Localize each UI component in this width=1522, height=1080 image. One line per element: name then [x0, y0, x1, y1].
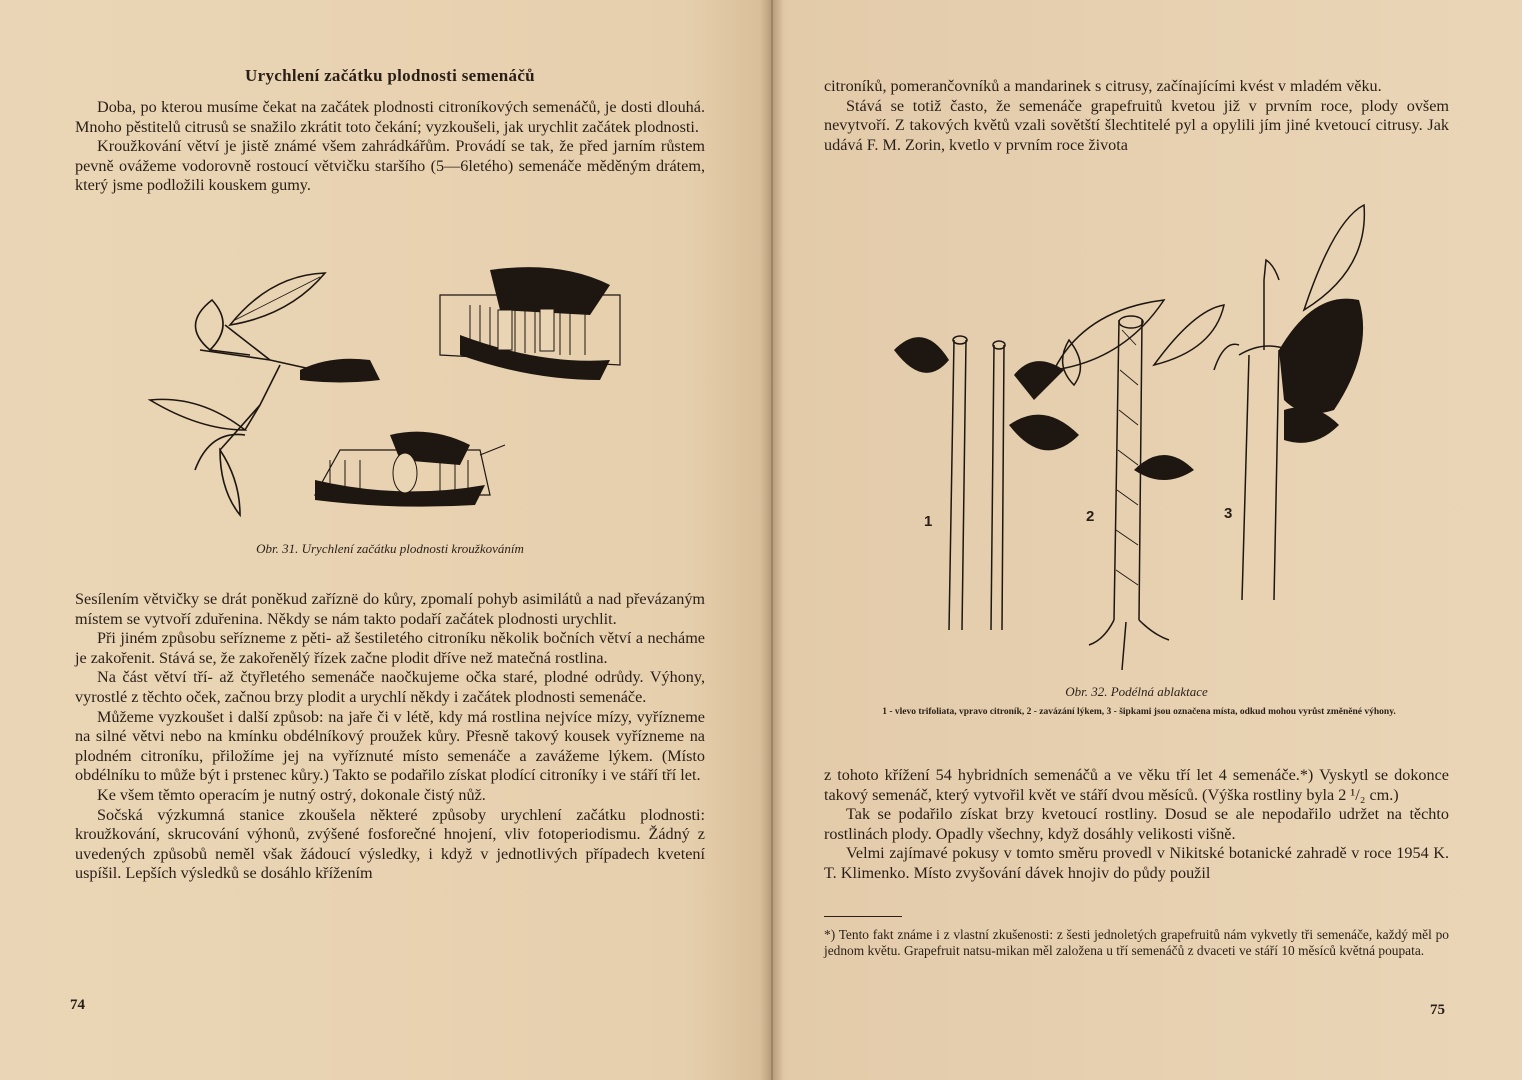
ablactation-illustration: [894, 200, 1514, 680]
paragraph: Tak se podařilo získat brzy kvetoucí rostliny. Dosud se ale nepodařilo udržet na těchto rostlinách plody. Opadly všechny, když dosáhly velikosti višně.: [824, 805, 1449, 843]
girdling-illustration: [140, 255, 630, 530]
paragraph: Sočská výzkumná stanice zkoušela některé způsoby urychlení začátku plodnosti: kroužkování, skrucování výhonů, zvýšené fosforečné hnojení, vliv fotoperiodismu. Žádný z uvedených způsobů neměl však žádoucí výsledky, i když v jednotlivých případech kvetení uspíšil. Lepších výsledků se dosáhlo křížením: [75, 805, 705, 883]
section-heading: Urychlení začátku plodnosti semenáčů: [245, 66, 535, 85]
paragraph: Na část větví tří- až čtyřletého semenáče naočkujeme očka staré, plodné odrůdy. Výhony, vyrostlé z těchto oček, začnou brzy plodit a urychlí někdy i začátek plodnosti semenáče.: [75, 668, 705, 706]
book-gutter: [760, 0, 784, 1080]
bottom-text: [824, 766, 1449, 884]
right-page: [784, 0, 1522, 1080]
paragraph: Kroužkování větví je jistě známé všem zahrádkářům. Provádí se tak, že před jarním růstem pevně ovážeme vodorovně rostoucí větvičku staršího (5—6letého) semenáče měděným drátem, který jsme podložili kouskem gumy.: [75, 137, 705, 195]
paragraph: citroníků, pomerančovníků a mandarinek s citrusy, začínajícími kvést v mladém věku.: [824, 77, 1382, 95]
top-text: [824, 77, 1449, 155]
paragraph: Sesílením větvičky se drát poněkud zaříznë do kůry, zpomalí pohyb asimilátů a nad převázaným místem se vytvoří zduřenina. Někdy se nám takto podaří začátek plodnosti urychlit.: [75, 590, 705, 628]
paragraph: z tohoto křížení 54 hybridních semenáčů a ve věku tří let 4 semenáče.*) Vyskytl se dokonce takový semenáč, který vytvořil květ ve stáří dvou měsíců. (Výška rostliny byla 2 ¹/₂ cm.): [824, 766, 1449, 804]
figure-label-1: 1: [924, 513, 933, 530]
paragraph: Ke všem těmto operacím je nutný ostrý, dokonale čistý nůž.: [97, 785, 486, 804]
intro-text: [75, 98, 705, 196]
figure-subcaption: 1 - vlevo trifoliata, vpravo citroník, 2 - zavázání lýkem, 3 - šipkami jsou označena místa, odkud mohou vyrůst změněné výhony.: [882, 707, 1396, 717]
paragraph: Velmi zajímavé pokusy v tomto směru provedl v Nikitské botanické zahradě v roce 1954 K. T. Klimenko. Místo zvyšování dávek hnojiv do půdy použil: [824, 844, 1449, 882]
footnote-rule: [824, 916, 902, 917]
footnote: *) Tento fakt známe i z vlastní zkušenosti: z šesti jednoletých grapefruitů nám vykvetly tři semenáče, každý měl po jednom květu. Grapefruit natsu-mikan měl založena u tří semenáčů z dvaceti ve stáří 10 měsíců květná poupata.: [824, 927, 1449, 958]
paragraph: Při jiném způsobu seřízneme z pěti- až šestiletého citroníku několik bočních větví a necháme je zakořenit. Stává se, že zakořenělý řízek začne plodit dříve než matečná rostlina.: [75, 629, 705, 667]
paragraph: Můžeme vyzkoušet i další způsob: na jaře či v létě, kdy má rostlina nejvíce mízy, vyřízneme na silné větvi nebo na kmínku obdélníkový proužek kůry. Přesně takový kousek vyřízneme na plodném citroníku, přiložíme jej na vyříznuté místo semenáče a zavážeme lýkem. (Místo obdélníku to může být i prstenec kůry.) Takto se podařilo získat plodící citroníky i ve stáří tří let.: [75, 707, 705, 785]
paragraph: Stává se totiž často, že semenáče grapefruitů kvetou již v prvním roce, plody ovšem nevytvoří. Z takových květů vzali sovětští šlechtitelé pyl a opylili jím jiné kvetoucí citrusy. Jak udává F. M. Zorin, kvetlo v prvním roce života: [824, 96, 1449, 154]
page-number: 74: [70, 997, 85, 1013]
left-page: [0, 0, 760, 1080]
figure-caption: Obr. 31. Urychlení začátku plodnosti kroužkováním: [256, 541, 524, 556]
figure-caption: Obr. 32. Podélná ablaktace: [1065, 684, 1208, 699]
body-text: [75, 590, 705, 884]
paragraph: Doba, po kterou musíme čekat na začátek plodnosti citroníkových semenáčů, je dosti dlouhá. Mnoho pěstitelů citrusů se snažilo zkrátit toto čekání; vyzkoušeli, jak urychlit začátek plodnosti.: [75, 98, 705, 136]
figure-label-3: 3: [1224, 505, 1233, 522]
figure-label-2: 2: [1086, 508, 1095, 525]
page-number: 75: [1430, 1002, 1445, 1018]
